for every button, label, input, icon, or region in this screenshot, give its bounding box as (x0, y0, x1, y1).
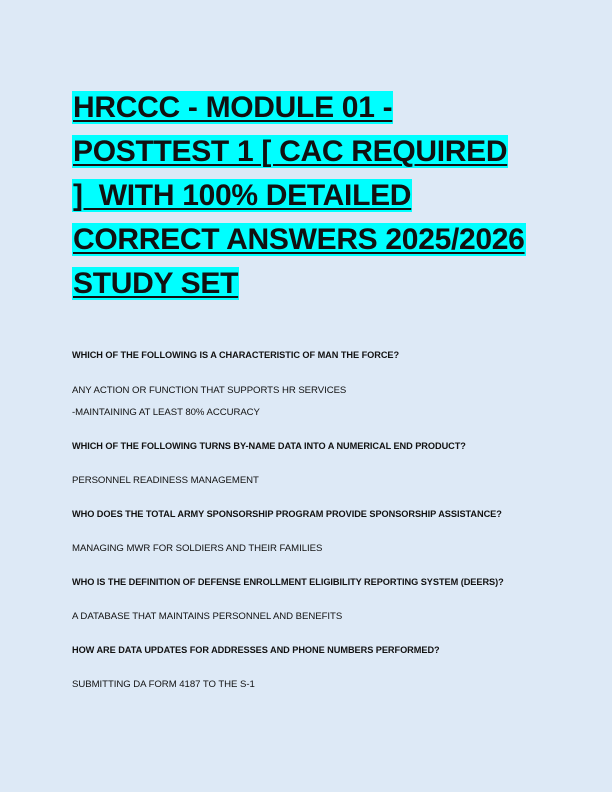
answer-4-line-1: A DATABASE THAT MAINTAINS PERSONNEL AND BENEFITS (72, 611, 343, 622)
document-title (72, 84, 552, 304)
answer-2-line-1: PERSONNEL READINESS MANAGEMENT (72, 475, 259, 486)
title-line: CORRECT ANSWERS 2025/2026 (73, 223, 525, 256)
question-4: WHO IS THE DEFINITION OF DEFENSE ENROLLMENT ELIGIBILITY REPORTING SYSTEM (DEERS)? (72, 577, 504, 587)
question-2: WHICH OF THE FOLLOWING TURNS BY-NAME DATA INTO A NUMERICAL END PRODUCT? (72, 441, 466, 451)
answer-1-line-2: -MAINTAINING AT LEAST 80% ACCURACY (72, 407, 260, 418)
title-line: HRCCC - MODULE 01 - (73, 91, 393, 124)
title-line: ] WITH 100% DETAILED (73, 179, 412, 212)
question-1: WHICH OF THE FOLLOWING IS A CHARACTERISTIC OF MAN THE FORCE? (72, 350, 400, 360)
answer-5-line-1: SUBMITTING DA FORM 4187 TO THE S-1 (72, 679, 255, 690)
title-line: STUDY SET (73, 267, 239, 300)
question-3: WHO DOES THE TOTAL ARMY SPONSORSHIP PROGRAM PROVIDE SPONSORSHIP ASSISTANCE? (72, 509, 502, 519)
answer-1-line-1: ANY ACTION OR FUNCTION THAT SUPPORTS HR SERVICES (72, 385, 347, 396)
question-5: HOW ARE DATA UPDATES FOR ADDRESSES AND PHONE NUMBERS PERFORMED? (72, 645, 440, 655)
answer-3-line-1: MANAGING MWR FOR SOLDIERS AND THEIR FAMILIES (72, 543, 323, 554)
title-line: POSTTEST 1 [ CAC REQUIRED (73, 135, 508, 168)
